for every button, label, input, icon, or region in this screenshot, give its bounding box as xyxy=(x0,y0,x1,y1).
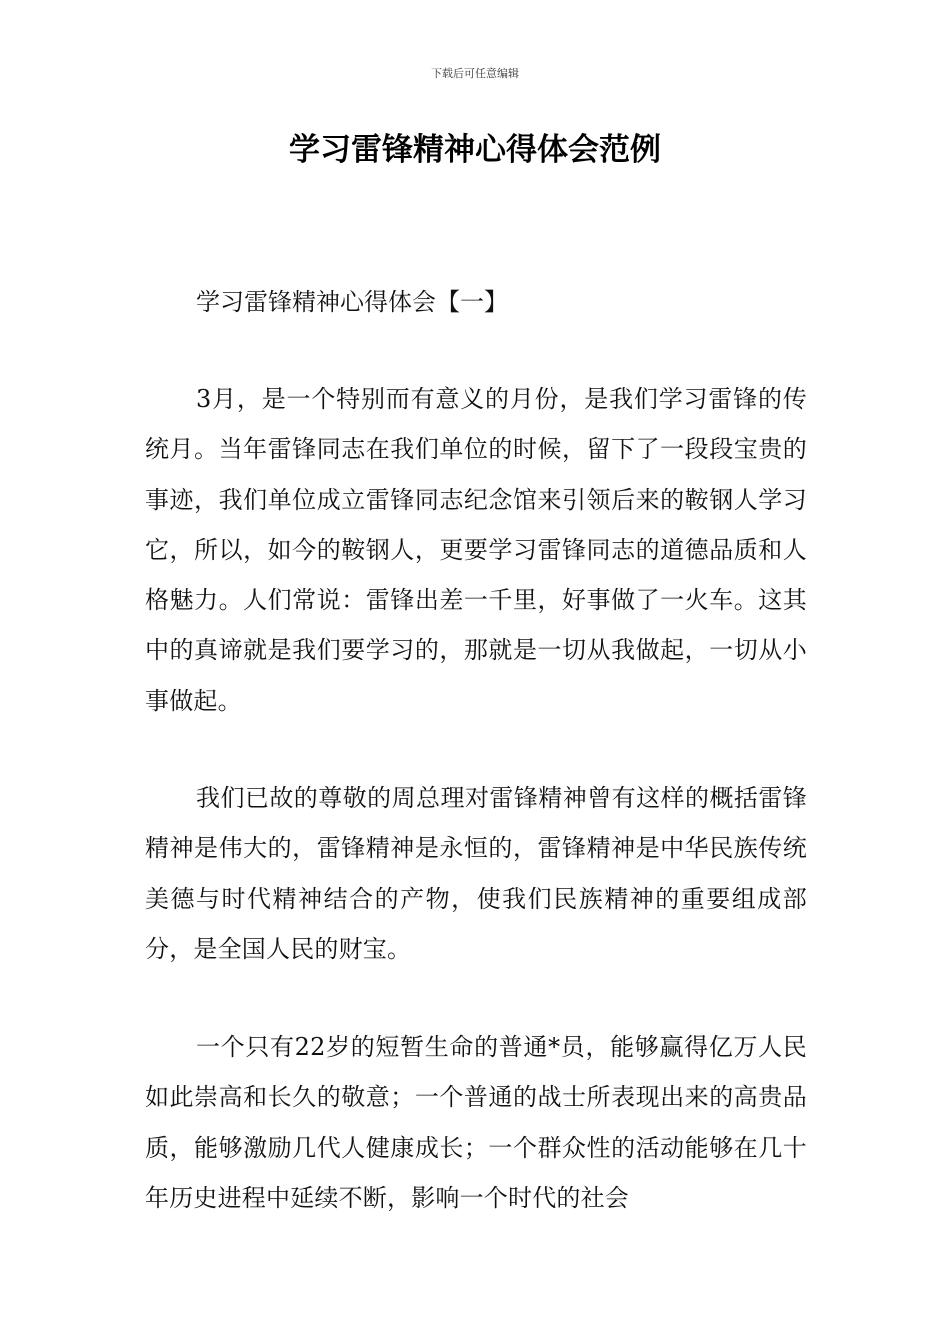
document-title: 学习雷锋精神心得体会范例 xyxy=(289,132,661,168)
body-paragraph: 一个只有22岁的短暂生命的普通*员，能够赢得亿万人民如此崇高和长久的敬意；一个普通的战士所表现出来的高贵品质，能够激励几代人健康成长；一个群众性的活动能够在几十年历史进程中延续不断，影响一个时代的社会 xyxy=(145,1033,807,1212)
header-note: 下载后可任意编辑 xyxy=(431,67,519,80)
section-heading: 学习雷锋精神心得体会【一】 xyxy=(196,288,508,316)
body-paragraph: 我们已故的尊敬的周总理对雷锋精神曾有这样的概括雷锋精神是伟大的，雷锋精神是永恒的，雷锋精神是中华民族传统美德与时代精神结合的产物，使我们民族精神的重要组成部分，是全国人民的财宝。 xyxy=(145,784,807,963)
body-paragraph: 3月，是一个特别而有意义的月份，是我们学习雷锋的传统月。当年雷锋同志在我们单位的时候，留下了一段段宝贵的事迹，我们单位成立雷锋同志纪念馆来引领后来的鞍钢人学习它，所以，如今的鞍钢人，更要学习雷锋同志的道德品质和人格魅力。人们常说：雷锋出差一千里，好事做了一火车。这其中的真谛就是我们要学习的，那就是一切从我做起，一切从小事做起。 xyxy=(145,385,807,715)
